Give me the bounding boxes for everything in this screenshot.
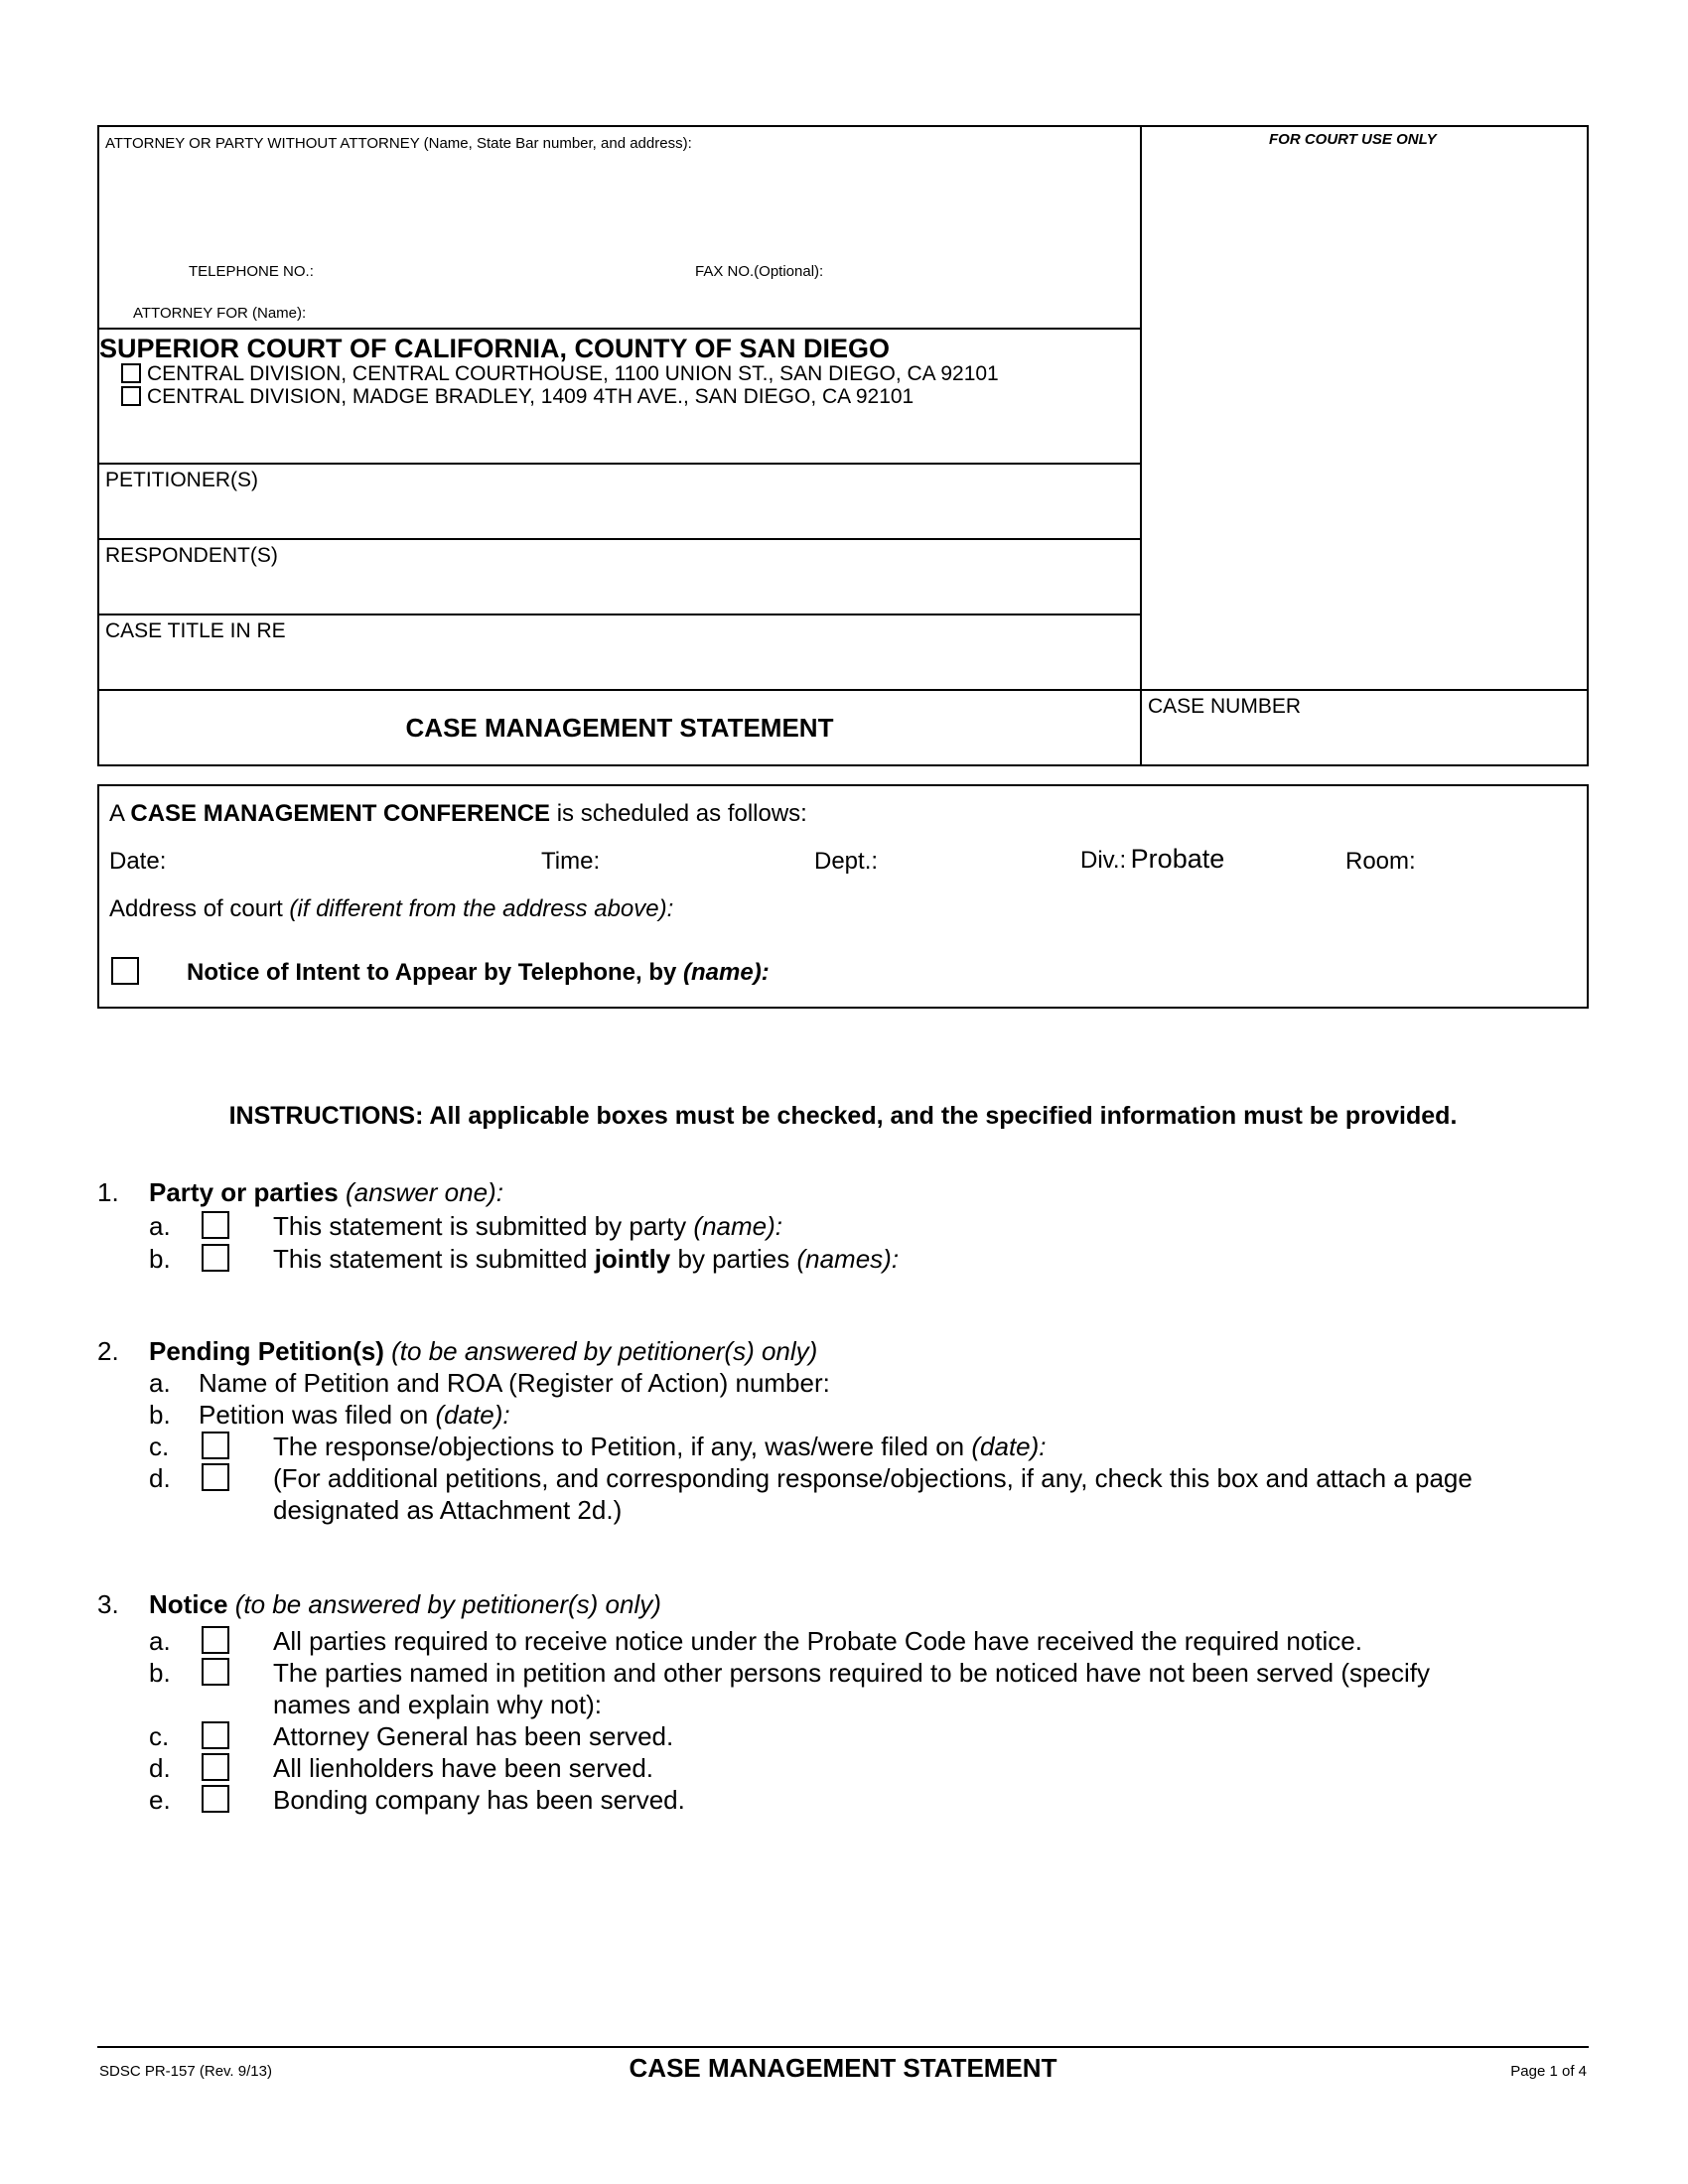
section-1-number: 1.	[97, 1177, 119, 1207]
section-1a-text	[273, 1211, 782, 1242]
telephone-label: TELEPHONE NO.:	[189, 263, 314, 280]
conference-intro-bold: CASE MANAGEMENT CONFERENCE	[130, 800, 551, 827]
section-2-number: 2.	[97, 1336, 119, 1366]
division-1-label: CENTRAL DIVISION, CENTRAL COURTHOUSE, 1100 UNION ST., SAN DIEGO, CA 92101	[147, 362, 999, 385]
footer-title: CASE MANAGEMENT STATEMENT	[629, 2053, 1057, 2083]
division-2-label: CENTRAL DIVISION, MADGE BRADLEY, 1409 4TH AVE., SAN DIEGO, CA 92101	[147, 385, 914, 408]
section-2d-letter: d.	[149, 1463, 171, 1493]
footer-form-id: SDSC PR-157 (Rev. 9/13)	[99, 2063, 272, 2080]
section-3a-text: All parties required to receive notice under the Probate Code have received the required notice.	[273, 1626, 1362, 1656]
section-1b-label-2: by parties	[677, 1244, 790, 1274]
section-1b-checkbox[interactable]	[202, 1244, 229, 1272]
fax-label: FAX NO.(Optional):	[695, 263, 824, 280]
section-3a-checkbox[interactable]	[202, 1626, 229, 1654]
conference-intro-a: A	[109, 800, 124, 827]
telephone-notice-name: (name):	[683, 959, 770, 986]
section-2-heading	[149, 1336, 817, 1367]
caption-rule-4	[97, 614, 1142, 615]
section-3b-checkbox[interactable]	[202, 1658, 229, 1686]
section-3-note: (to be answered by petitioner(s) only)	[234, 1589, 661, 1619]
section-3d-letter: d.	[149, 1753, 171, 1783]
section-1a-note: (name):	[693, 1211, 782, 1241]
section-2c-letter: c.	[149, 1432, 170, 1461]
room-label: Room:	[1345, 848, 1416, 875]
time-label: Time:	[541, 848, 601, 875]
dept-label: Dept.:	[814, 848, 879, 875]
telephone-notice-label: Notice of Intent to Appear by Telephone, by	[187, 959, 677, 986]
section-3e-text: Bonding company has been served.	[273, 1785, 685, 1815]
section-3b-text-1: The parties named in petition and other persons required to be noticed have not been served (specify	[273, 1658, 1430, 1688]
case-title-label: CASE TITLE IN RE	[105, 619, 286, 642]
conference-intro-rest: is scheduled as follows:	[556, 800, 807, 827]
footer-page: Page 1 of 4	[1510, 2063, 1587, 2080]
caption-rule-1	[97, 328, 1142, 330]
caption-rule-3	[97, 538, 1142, 540]
address-field	[109, 895, 673, 923]
division-madge-bradley[interactable]	[121, 385, 914, 409]
respondents-label: RESPONDENT(S)	[105, 544, 278, 567]
section-2d-checkbox[interactable]	[202, 1463, 229, 1491]
section-3e-checkbox[interactable]	[202, 1785, 229, 1813]
section-3-title: Notice	[149, 1589, 228, 1619]
section-2c-checkbox[interactable]	[202, 1432, 229, 1459]
section-3c-checkbox[interactable]	[202, 1721, 229, 1749]
footer-rule	[97, 2046, 1589, 2048]
telephone-notice	[187, 959, 770, 987]
section-1-note: (answer one):	[345, 1177, 503, 1207]
conference-intro	[109, 800, 807, 828]
section-3-heading	[149, 1589, 661, 1620]
form-title: CASE MANAGEMENT STATEMENT	[405, 713, 834, 743]
division-central-courthouse[interactable]	[121, 362, 999, 386]
section-3b-text-2: names and explain why not):	[273, 1690, 602, 1719]
section-2b-text	[199, 1400, 510, 1431]
court-use-label: FOR COURT USE ONLY	[1269, 131, 1437, 148]
section-1b-jointly: jointly	[594, 1244, 671, 1274]
section-1b-text	[273, 1244, 899, 1275]
caption-rule-2	[97, 463, 1142, 465]
section-2a-text: Name of Petition and ROA (Register of Action) number:	[199, 1368, 830, 1398]
attorney-for-label: ATTORNEY FOR (Name):	[133, 305, 307, 322]
petitioners-label: PETITIONER(S)	[105, 469, 259, 491]
section-3d-text: All lienholders have been served.	[273, 1753, 654, 1783]
section-3-number: 3.	[97, 1589, 119, 1619]
section-2-note: (to be answered by petitioner(s) only)	[391, 1336, 818, 1366]
section-3c-letter: c.	[149, 1721, 170, 1751]
div-value: Probate	[1130, 844, 1225, 874]
section-2c-note: (date):	[971, 1432, 1047, 1461]
address-label: Address of court	[109, 895, 283, 922]
division-1-checkbox[interactable]	[121, 363, 141, 383]
section-3d-checkbox[interactable]	[202, 1753, 229, 1781]
section-1-title: Party or parties	[149, 1177, 339, 1207]
address-note: (if different from the address above):	[289, 895, 674, 922]
div-field	[1080, 844, 1224, 875]
section-2-title: Pending Petition(s)	[149, 1336, 384, 1366]
section-2d-text-2: designated as Attachment 2d.)	[273, 1495, 623, 1525]
section-1a-letter: a.	[149, 1211, 171, 1241]
case-number-label: CASE NUMBER	[1148, 695, 1302, 718]
caption-divider	[1140, 125, 1142, 766]
division-2-checkbox[interactable]	[121, 386, 141, 406]
section-1b-note: (names):	[796, 1244, 900, 1274]
div-label: Div.:	[1080, 847, 1127, 874]
section-3c-text: Attorney General has been served.	[273, 1721, 674, 1751]
section-2d-text-1: (For additional petitions, and corresponding response/objections, if any, check this box and attach a page	[273, 1463, 1473, 1493]
section-2c-text	[273, 1432, 1047, 1462]
caption-rule-5	[97, 689, 1589, 691]
section-1a-checkbox[interactable]	[202, 1211, 229, 1239]
date-label: Date:	[109, 848, 167, 875]
section-1b-letter: b.	[149, 1244, 171, 1274]
section-1b-label: This statement is submitted	[273, 1244, 588, 1274]
section-2a-letter: a.	[149, 1368, 171, 1398]
section-3b-letter: b.	[149, 1658, 171, 1688]
section-3e-letter: e.	[149, 1785, 171, 1815]
court-name: SUPERIOR COURT OF CALIFORNIA, COUNTY OF SAN DIEGO	[99, 334, 891, 363]
section-2b-note: (date):	[435, 1400, 510, 1430]
instructions: INSTRUCTIONS: All applicable boxes must be checked, and the specified information must be provided.	[228, 1102, 1458, 1130]
section-2b-label: Petition was filed on	[199, 1400, 429, 1430]
section-1a-label: This statement is submitted by party	[273, 1211, 687, 1241]
section-2b-letter: b.	[149, 1400, 171, 1430]
section-2c-label: The response/objections to Petition, if any, was/were filed on	[273, 1432, 965, 1461]
caption-box	[97, 125, 1589, 766]
attorney-label: ATTORNEY OR PARTY WITHOUT ATTORNEY (Name, State Bar number, and address):	[105, 135, 692, 152]
section-3a-letter: a.	[149, 1626, 171, 1656]
section-1-heading	[149, 1177, 503, 1208]
telephone-notice-checkbox[interactable]	[111, 957, 139, 985]
